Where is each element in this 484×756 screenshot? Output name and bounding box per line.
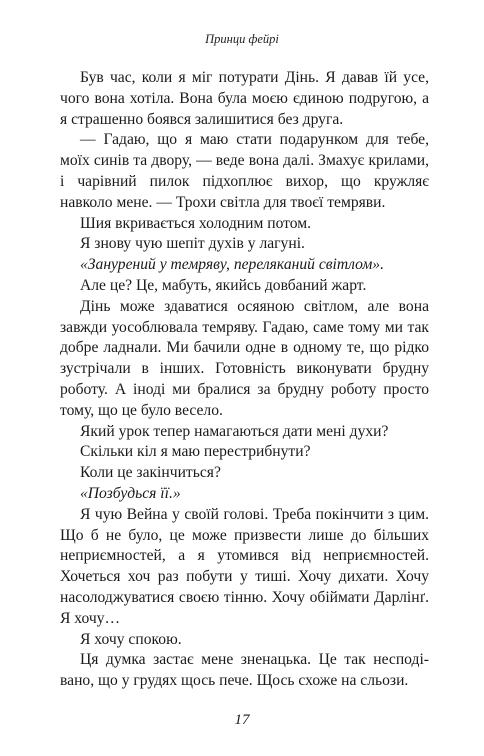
body-text: [60, 68, 429, 692]
paragraph: Шия вкривається холодним потом.: [80, 214, 312, 232]
paragraph: Я хочу спокою.: [80, 630, 182, 648]
paragraph: Ця думка застає мене зненацька. Це так несподівано, що у грудях щось пече. Щось схоже на сльози.: [60, 651, 429, 690]
paragraph: Коли це закінчиться?: [80, 464, 221, 482]
paragraph: Дінь може здаватися осяяною світлом, але вона завжди уособлювала темряву. Гадаю, саме тому ми так добре ладнали. Ми бачили одне в одному те, що рідко зустрічали в інших. Готовність виконувати брудну роботу. А іноді ми бралися за брудну роботу просто тому, що це було весело.: [60, 297, 429, 419]
paragraph: Я знову чую шепіт духів у лагуні.: [80, 235, 305, 253]
paragraph: Але це? Це, мабуть, якийсь довбаний жарт.: [80, 276, 367, 294]
paragraph: — Гадаю, що я маю стати подарунком для тебе, моїх синів та двору, — веде вона далі. Змахує крилами, і чарівний пилок підхоплює вихор, що кружляє навколо мене. — Трохи світла для твоєї темряви.: [60, 131, 429, 211]
page-number: 17: [234, 712, 250, 728]
paragraph: Скільки кіл я маю перестрибнути?: [80, 443, 311, 461]
paragraph: Був час, коли я міг потурати Дінь. Я давав їй усе, чого вона хотіла. Вона була моєю єдиною подругою, а я страшенно боявся залишитися без друга.: [60, 69, 429, 128]
paragraph: Який урок тепер намагаються дати мені духи?: [80, 422, 389, 440]
paragraph-italic: «Занурений у темряву, переляканий світлом».: [80, 256, 384, 274]
paragraph: Я чую Вейна у своїй голові. Треба покінчити з цим. Що б не було, це може призвести лише до більших неприємностей, а я утомився від неприємностей. Хочеться хоч раз побути у тиші. Хочу дихати. Хочу насолоджуватися своєю тінню. Хочу обіймати Дарлінґ. Я хочу…: [60, 505, 429, 627]
running-head: Принци фейрі: [205, 32, 279, 46]
paragraph-italic: «Позбудься її.»: [80, 484, 181, 502]
